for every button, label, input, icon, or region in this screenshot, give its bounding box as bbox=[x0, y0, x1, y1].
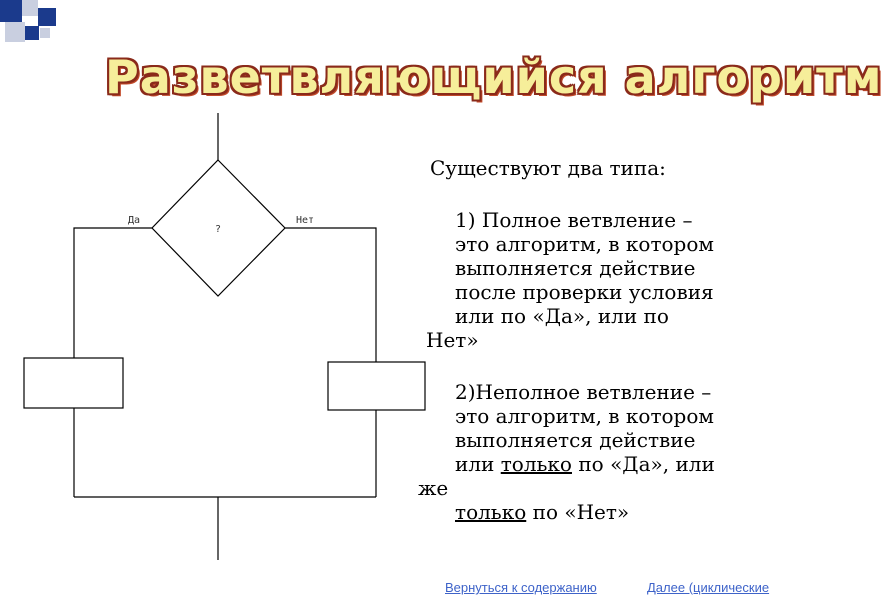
partial-branch-line: 2)Неполное ветвление – bbox=[455, 380, 712, 404]
partial-branch-text: по «Да», или bbox=[571, 452, 715, 476]
action-box-left bbox=[24, 358, 123, 408]
condition-label: ? bbox=[214, 224, 222, 235]
full-branch-line: 1) Полное ветвление – bbox=[455, 208, 693, 232]
yes-label: Да bbox=[128, 215, 141, 226]
full-branch-line: Нет» bbox=[426, 328, 479, 352]
next-cyclic-link[interactable]: Далее (циклические bbox=[647, 580, 770, 595]
flow-line-yes bbox=[74, 228, 152, 358]
full-branch-line: или по «Да», или по bbox=[455, 304, 669, 328]
branching-flowchart bbox=[0, 0, 420, 600]
full-branch-line: это алгоритм, в котором bbox=[455, 232, 714, 256]
full-branch-line: выполняется действие bbox=[455, 256, 696, 280]
partial-branch-line bbox=[455, 452, 715, 476]
partial-branch-line: это алгоритм, в котором bbox=[455, 404, 714, 428]
partial-branch-line: же bbox=[418, 476, 449, 500]
no-label: Нет bbox=[296, 215, 315, 226]
page-title: Разветвляющийся алгоритм bbox=[105, 50, 882, 104]
action-box-right bbox=[328, 362, 425, 410]
back-to-contents-link[interactable]: Вернуться к содержанию bbox=[445, 580, 597, 595]
partial-branch-line bbox=[455, 500, 629, 524]
emphasis-only-word: только bbox=[455, 500, 527, 524]
emphasis-only-word: только bbox=[500, 452, 572, 476]
flow-line-no bbox=[285, 228, 376, 362]
partial-branch-text: или bbox=[455, 452, 501, 476]
partial-branch-line: выполняется действие bbox=[455, 428, 696, 452]
intro-text: Существуют два типа: bbox=[430, 156, 666, 180]
partial-branch-text: по «Нет» bbox=[526, 500, 630, 524]
full-branch-line: после проверки условия bbox=[455, 280, 714, 304]
